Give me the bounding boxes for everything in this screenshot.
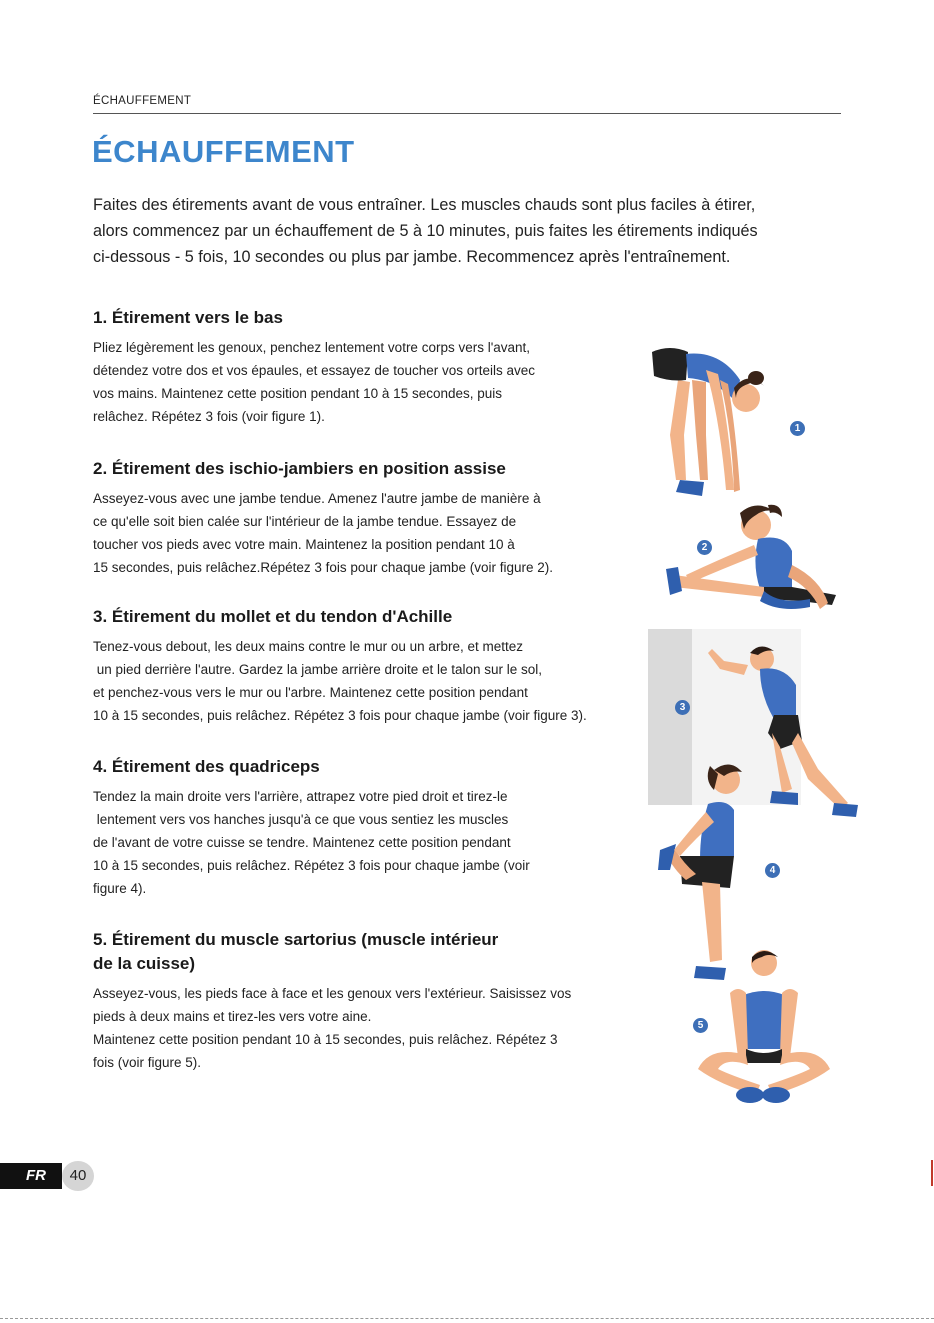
butterfly-stretch-figure <box>690 945 835 1110</box>
section-downward-stretch <box>93 306 653 428</box>
trim-line <box>0 1318 934 1319</box>
body-line: fois (voir figure 5). <box>93 1055 202 1070</box>
body-line: toucher vos pieds avec votre main. Maintenez la position pendant 10 à <box>93 537 515 552</box>
body-line: Maintenez cette position pendant 10 à 15 secondes, puis relâchez. Répétez 3 <box>93 1032 558 1047</box>
body-line: Asseyez-vous avec une jambe tendue. Amenez l'autre jambe de manière à <box>93 491 541 506</box>
section-body <box>93 336 653 428</box>
section-body <box>93 785 653 900</box>
section-heading-line: 5. Étirement du muscle sartorius (muscle intérieur <box>93 930 499 949</box>
section-body <box>93 487 653 579</box>
page-title: ÉCHAUFFEMENT <box>92 134 355 169</box>
section-heading-line: 4. Étirement des quadriceps <box>93 757 320 776</box>
body-line: lentement vers vos hanches jusqu'à ce que vous sentiez les muscles <box>93 812 509 827</box>
section-heading-line: 1. Étirement vers le bas <box>93 308 283 327</box>
body-line: Tenez-vous debout, les deux mains contre le mur ou un arbre, et mettez <box>93 639 523 654</box>
body-line: Tendez la main droite vers l'arrière, attrapez votre pied droit et tirez-le <box>93 789 508 804</box>
section-calf-achilles <box>93 605 653 727</box>
body-line: figure 4). <box>93 881 147 896</box>
figure-number-badge: 4 <box>765 863 780 878</box>
section-heading-line: 2. Étirement des ischio-jambiers en position assise <box>93 459 506 478</box>
forward-bend-figure <box>640 340 810 505</box>
intro-paragraph <box>93 192 853 270</box>
body-line: 10 à 15 secondes, puis relâchez. Répétez 3 fois pour chaque jambe (voir figure 3). <box>93 708 587 723</box>
section-heading <box>93 755 653 779</box>
intro-line: ci-dessous - 5 fois, 10 secondes ou plus par jambe. Recommencez après l'entraînement. <box>93 248 731 266</box>
body-line: ce qu'elle soit bien calée sur l'intérieur de la jambe tendue. Essayez de <box>93 514 517 529</box>
figure-number-badge: 2 <box>697 540 712 555</box>
section-seated-hamstring <box>93 457 653 579</box>
seated-hamstring-figure <box>660 495 850 625</box>
body-line: pieds à deux mains et tirez-les vers votre aine. <box>93 1009 372 1024</box>
body-line: et penchez-vous vers le mur ou l'arbre. Maintenez cette position pendant <box>93 685 528 700</box>
section-heading <box>93 306 653 330</box>
body-line: relâchez. Répétez 3 fois (voir figure 1). <box>93 409 325 424</box>
page-number: 40 <box>62 1161 94 1191</box>
section-quadriceps <box>93 755 653 900</box>
edge-mark <box>931 1160 933 1186</box>
section-body <box>93 635 653 727</box>
section-heading-line: 3. Étirement du mollet et du tendon d'Achille <box>93 607 453 626</box>
body-line: Pliez légèrement les genoux, penchez lentement votre corps vers l'avant, <box>93 340 531 355</box>
section-sartorius <box>93 928 653 1074</box>
intro-line: Faites des étirements avant de vous entraîner. Les muscles chauds sont plus faciles à étirer, <box>93 196 756 214</box>
body-line: 15 secondes, puis relâchez.Répétez 3 fois pour chaque jambe (voir figure 2). <box>93 560 554 575</box>
body-line: Asseyez-vous, les pieds face à face et les genoux vers l'extérieur. Saisissez vos <box>93 986 572 1001</box>
intro-line: alors commencez par un échauffement de 5 à 10 minutes, puis faites les étirements indiqués <box>93 222 758 240</box>
body-line: de l'avant de votre cuisse se tendre. Maintenez cette position pendant <box>93 835 511 850</box>
figure-number-badge: 1 <box>790 421 805 436</box>
figure-number-badge: 3 <box>675 700 690 715</box>
body-line: 10 à 15 secondes, puis relâchez. Répétez 3 fois pour chaque jambe (voir <box>93 858 530 873</box>
body-line: vos mains. Maintenez cette position pendant 10 à 15 secondes, puis <box>93 386 503 401</box>
language-label: FR <box>26 1167 46 1184</box>
forward-bend-illustration <box>640 340 810 505</box>
body-line: détendez votre dos et vos épaules, et essayez de toucher vos orteils avec <box>93 363 536 378</box>
section-body <box>93 982 653 1074</box>
section-heading <box>93 928 653 976</box>
header-rule <box>93 113 841 114</box>
butterfly-stretch-illustration <box>690 945 835 1110</box>
section-heading-line: de la cuisse) <box>93 954 196 973</box>
seated-hamstring-illustration <box>660 495 850 625</box>
running-header: ÉCHAUFFEMENT <box>93 95 192 107</box>
section-heading <box>93 605 653 629</box>
section-heading <box>93 457 653 481</box>
figure-number-badge: 5 <box>693 1018 708 1033</box>
body-line: un pied derrière l'autre. Gardez la jambe arrière droite et le talon sur le sol, <box>93 662 543 677</box>
